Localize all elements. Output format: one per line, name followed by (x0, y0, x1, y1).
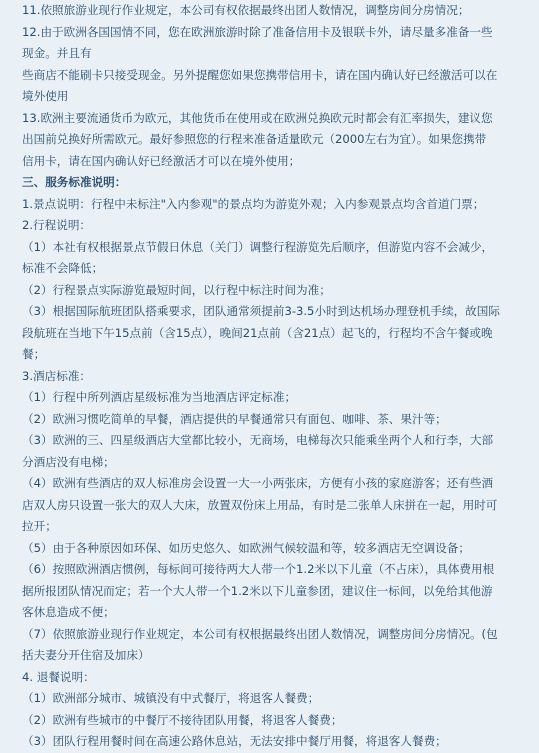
text-line: 信用卡，请在国内确认好已经激活才可以在境外使用； (22, 153, 301, 168)
text-line: （1）本社有权根据景点节假日休息（关门）调整行程游览先后顺序，但游览内容不会减少， (22, 239, 494, 254)
text-line: （4）欧洲有些酒店的双人标准房会设置一大一小两张床，方便有小孩的家庭游客；还有些酒 (22, 476, 494, 490)
text-line: 11.依照旅游业现行作业规定，本公司有权依据最终出团人数情况，调整房间分房情况； (22, 3, 470, 17)
text-line: （7）依照旅游业现行作业规定，本公司有权根据最终出团人数情况，调整房间分房情况。(包 (22, 626, 498, 641)
text-line: （2）欧洲习惯吃简单的早餐，酒店提供的早餐通常只有面包、咖啡、茶、果汁等； (22, 411, 447, 426)
text-line: 现金。并且有 (22, 46, 92, 60)
subsection-heading: 2.行程说明： (22, 218, 92, 232)
text-line: （6）按照欧洲酒店惯例，每标间可接待两大人带一个1.2米以下儿童（不占床），具体费用根 (22, 562, 495, 576)
text-line: （3）团队行程用餐时间在高速公路休息站，无法安排中餐厅用餐，将退客人餐费； (22, 734, 447, 748)
section-heading: 三、服务标准说明： (22, 175, 127, 189)
text-line: 12.由于欧洲各国国情不同，您在欧洲旅游时除了准备信用卡及银联卡外，请尽量多准备一些 (22, 24, 493, 39)
text-line: 店双人房只设置一张大的双人大床，放置双份床上用品，有时是二张单人床拼在一起，用时可 (22, 497, 498, 512)
text-line: 标准不会降低； (22, 261, 104, 275)
subsection-heading: 4. 退餐说明： (22, 669, 95, 684)
text-line: （1）欧洲部分城市、城镇没有中式餐厅，将退客人餐费； (22, 691, 320, 705)
text-line: 段航班在当地下午15点前（含15点），晚间21点前（含21点）起飞的，行程均不含午餐或晚 (22, 325, 493, 340)
text-line: 13.欧洲主要流通货币为欧元，其他货币在使用或在欧洲兑换欧元时都会有汇率损失，建议您 (22, 110, 493, 125)
text-line: （1）行程中所列酒店星级标准为当地酒店评定标准； (22, 390, 297, 404)
text-line: （2）行程景点实际游览最短时间，以行程中标注时间为准； (22, 282, 331, 297)
text-line: （2）欧洲有些城市的中餐厅不接待团队用餐，将退客人餐费； (22, 712, 343, 727)
text-line: （3）根据国际航班团队搭乘要求，团队通常须提前3-3.5小时到达机场办理登机手续，故国际 (22, 304, 500, 318)
text-line: 客休息造成不便； (22, 605, 115, 619)
subsection-heading: 3.酒店标准： (22, 368, 92, 383)
text-line: 些商店不能刷卡只接受现金。另外提醒您如果您携带信用卡，请在国内确认好已经激活可以在 (22, 67, 498, 82)
text-line: 分酒店没有电梯； (22, 454, 115, 469)
text-line: 境外使用 (22, 89, 69, 103)
text-line: 出国前兑换好所需欧元。最好参照您的行程来准备适量欧元（2000左右为宜）。如果您携带 (22, 132, 487, 146)
text-line: （5）由于各种原因如环保、如历史悠久、如欧洲气候较温和等，较多酒店无空调设备； (22, 540, 470, 555)
text-line: （3）欧洲的三、四星级酒店大堂都比较小，无商场，电梯每次只能乘坐两个人和行李，大部 (22, 433, 494, 447)
text-line: 1.景点说明：行程中未标注"入内参观"的景点均为游览外观；入内参观景点均含首道门票； (22, 196, 485, 211)
text-line: 据所报团队情况而定；若一个大人带一个1.2米以下儿童参团，建议住一标间，以免给其他游 (22, 583, 493, 598)
text-line: 拉开； (22, 519, 57, 533)
text-line: 餐； (22, 347, 46, 361)
text-line: 括夫妻分开住宿及加床） (22, 648, 150, 662)
